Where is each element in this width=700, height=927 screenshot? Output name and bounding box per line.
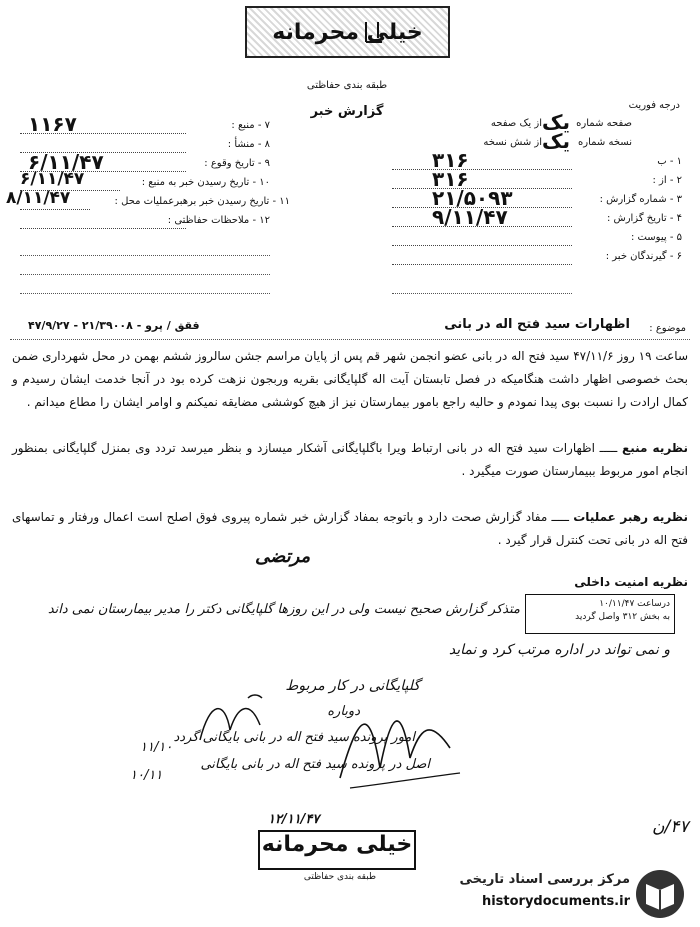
handwritten-note-4: دوباره <box>327 704 360 719</box>
bottom-classification-caption: طبقه بندی حفاظتی <box>303 872 377 882</box>
field-value: ۸/۱۱/۴۷ <box>6 188 71 208</box>
stamp-mark-icon <box>360 18 390 46</box>
receipt-line-1: درساعت ۱۰/۱۱/۴۷ <box>599 599 670 609</box>
field-value: ۹/۱۱/۴۷ <box>432 205 508 229</box>
field-label: ۸ - منشأ : <box>227 139 270 150</box>
signature-scribble <box>190 690 280 750</box>
subject-text: اظهارات سید فتح اله در بانی <box>444 317 630 332</box>
field-label: صفحه شماره <box>576 118 632 129</box>
field-label: نسخه شماره <box>578 137 632 148</box>
blank-line <box>20 293 270 294</box>
field-value: یک <box>542 129 570 153</box>
watermark-name: مرکز بررسی اسناد تاریخی <box>459 872 630 887</box>
top-stamp-text: خیلی محرمانه <box>272 20 423 45</box>
signature-scribble <box>330 688 470 798</box>
receipt-note-box <box>525 594 675 634</box>
form-title: گزارش خبر <box>310 104 384 119</box>
internal-security-label: نظریه امنیت داخلی <box>574 575 688 589</box>
field-value: ۳۱۶ <box>432 167 469 191</box>
source-opinion: نظریه منبع ـــــ اظهارات سید فتح اله در بانی ارتباط ویرا باگلپایگانی آشکار میسازد و بنظر میرسد تردد وی بمنزل گلپایگانی بمنظور انجام امور مربوط ببیمارستان صورت میگیرد . <box>12 441 689 478</box>
field-label: ۹ - تاریخ وقوع : <box>204 158 270 169</box>
left-field-list <box>6 112 290 234</box>
internal-security-opinion <box>12 571 688 594</box>
field-label: ۲ - از : <box>652 175 682 186</box>
field-row <box>20 215 270 234</box>
handwritten-note-5: امور پرونده سید فتح اله در بانی بایگانی گردد <box>173 730 415 745</box>
field-label: ۴ - تاریخ گزارش : <box>606 213 682 224</box>
subject-row <box>10 317 690 341</box>
handwritten-note-1: متذکر گزارش صحیح نیست ولی در این روزها گلپایگانی دکتر را مدیر بیمارستان نمی داند <box>47 602 520 617</box>
field-suffix: از یک صفحه <box>490 118 542 129</box>
operations-opinion: نظریه رهبر عملیات ـــــ مفاد گزارش صحت دارد و باتوجه بمفاد گزارش خبر شماره پیروی فوق اصلح است اعمال ورفتار و تماسهای فتح اله در بانی تحت کنترل قرار گیرد . <box>12 510 688 547</box>
field-row <box>20 112 270 139</box>
receipt-line-2: به بخش ۳۱۲ واصل گردید <box>575 612 670 622</box>
field-label: ۷ - منبع : <box>231 120 270 131</box>
field-label: ۱ - ب <box>657 156 682 167</box>
handwritten-initial-left: ۱۰/۱۱ <box>130 768 163 783</box>
field-value: ۶/۱۱/۴۷ <box>20 169 85 189</box>
operations-signature: مرتضی <box>255 546 311 567</box>
urgency-label: درجه فوریت <box>628 100 680 111</box>
handwritten-note-3: گلپایگانی در کار مربوط <box>285 678 420 694</box>
handwritten-corner-note: ۴۷/ن <box>652 817 689 837</box>
reference-number: ققق / پرو - ۲۱/۳۹۰۰۸ - ۴۷/۹/۲۷ <box>28 319 200 332</box>
source-opinion-label: نظریه منبع <box>622 441 689 455</box>
handwritten-note-6: اصل در پرونده سید فتح اله در بانی بایگانی <box>200 757 430 772</box>
watermark-logo-icon <box>632 868 688 920</box>
report-paragraph: ساعت ۱۹ روز ۴۷/۱۱/۶ سید فتح اله در بانی عضو انجمن شهر قم پس از پایان مراسم جشن سالروز ششم بهمن در محل شهرداری ضمن بحث خصوصی اظهار داشت هنگامیکه در فصل تابستان آیت اله گلپایگانی بقریه وربجون نزهت کرده بود در آنجا خدمت ایشان رسیدم و کمال ارادت را نسبت بوی پیدا نمودم و حالیه راجع بامور بیمارستان نیز از هیچ کوششی مضایقه نمیکنم و اوامر ایشان را مطاع میدانم . <box>12 349 689 409</box>
field-row <box>6 188 290 215</box>
top-classification-stamp <box>245 6 450 58</box>
handwritten-date-left: ۱۱/۱۰ <box>140 740 173 755</box>
right-field-list <box>392 110 682 270</box>
blank-line <box>20 255 270 256</box>
field-value: ۳۱۶ <box>432 148 469 172</box>
field-row <box>392 110 682 137</box>
bottom-classification-stamp: خیلی محرمانه <box>258 830 416 870</box>
handwritten-note-2: و نمی تواند در اداره مرتب کرد و نماید <box>448 642 670 658</box>
field-value: ۲۱/۵۰۹۳ <box>432 186 513 210</box>
field-suffix: از شش نسخه <box>483 137 542 148</box>
classification-caption: طبقه بندی حفاظتی <box>306 80 388 91</box>
field-row <box>392 232 682 251</box>
field-label: ۳ - شماره گزارش : <box>599 194 682 205</box>
field-label: ۵ - پیوست : <box>630 232 682 243</box>
field-label: ۱۱ - تاریخ رسیدن خبر برهبرعملیات محل : <box>114 196 290 207</box>
blank-line <box>20 274 270 275</box>
watermark-url: historydocuments.ir <box>481 894 630 909</box>
operations-opinion-label: نظریه رهبر عملیات <box>573 510 688 524</box>
field-value: یک <box>542 110 570 134</box>
field-value: ۱۱۶۷ <box>28 112 77 136</box>
subject-label: موضوع : <box>649 323 686 334</box>
field-label: ۶ - گیرندگان خبر : <box>605 251 682 262</box>
footer-date-stamp: ۱۲/۱۱/۴۷ <box>268 812 320 827</box>
field-row <box>392 251 682 270</box>
field-row <box>392 205 682 232</box>
source-opinion-text: اظهارات سید فتح اله در بانی ارتباط ویرا باگلپایگانی آشکار میسازد و بنظر میرسد تردد وی بمنزل گلپایگانی بمنظور انجام امور مربوط ببیمارستان صورت میگیرد . <box>12 441 688 478</box>
field-label: ۱۲ - ملاحظات حفاظتی : <box>167 215 270 226</box>
field-label: ۱۰ - تاریخ رسیدن خبر به منبع : <box>141 177 270 188</box>
field-value: ۶/۱۱/۴۷ <box>28 150 104 174</box>
operations-opinion-text: مفاد گزارش صحت دارد و باتوجه بمفاد گزارش خبر شماره پیروی فوق اصلح است اعمال ورفتار و تماسهای فتح اله در بانی تحت کنترل قرار گیرد . <box>12 510 688 547</box>
blank-line <box>392 293 572 294</box>
